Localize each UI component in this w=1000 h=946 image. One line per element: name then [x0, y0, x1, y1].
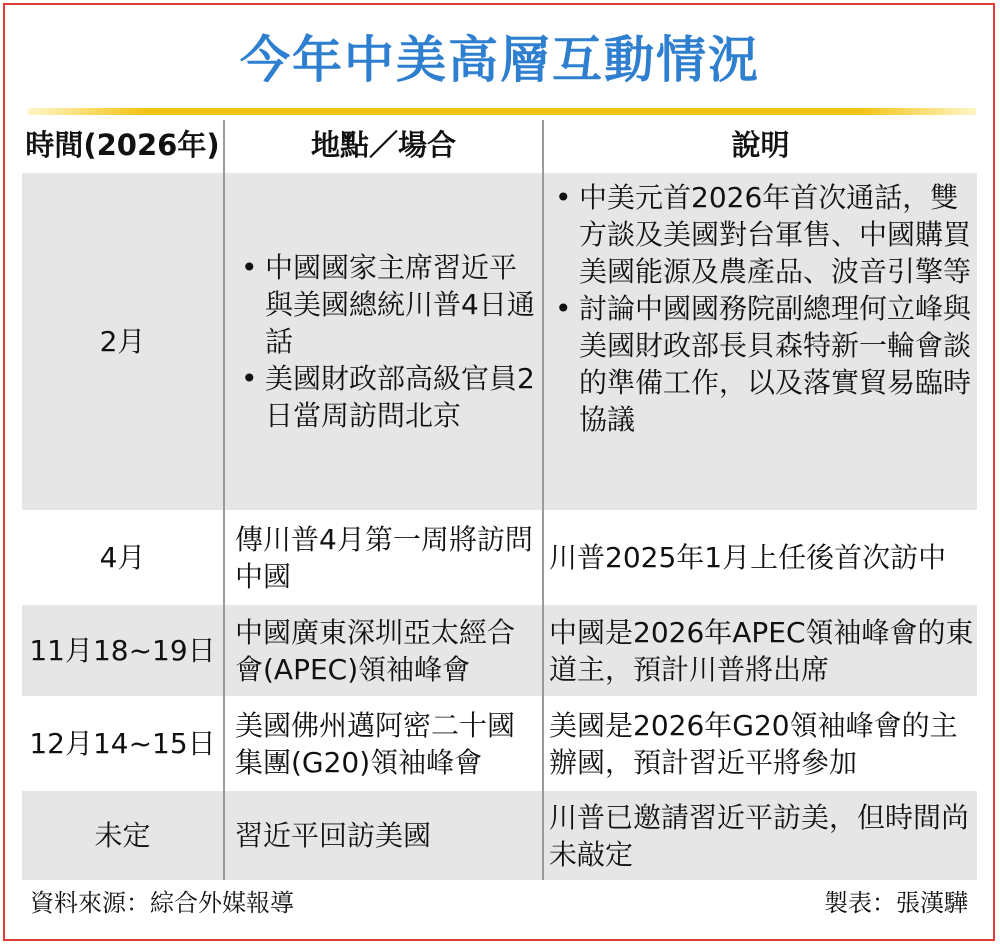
description-bullet-item: • 討論中國國務院副總理何立峰與美國財政部長貝森特新一輪會談的準備工作，以及落實貿易臨時協議 [549, 290, 977, 438]
row-place-text: 習近平回訪美國 [235, 819, 432, 852]
row-time: 4月 [99, 541, 146, 574]
column-divider [223, 120, 225, 880]
place-bullet-item: • 中國國家主席習近平與美國總統川普4日通話 [235, 249, 542, 360]
row-description [544, 173, 977, 510]
header-description: 說明 [731, 127, 790, 162]
place-bullet-list [235, 249, 542, 434]
row-time: 2月 [99, 325, 146, 358]
row-place-text: 中國廣東深圳亞太經合會(APEC)領袖峰會 [235, 615, 516, 686]
row-place [225, 512, 542, 603]
row-description-text: 中國是2026年APEC領袖峰會的東道主，預計川普將出席 [549, 615, 974, 686]
source-note: 資料來源：綜合外媒報導 [30, 889, 294, 917]
table-row [22, 512, 977, 603]
row-place [225, 698, 542, 789]
title-underline [28, 108, 976, 115]
column-divider [542, 120, 544, 880]
row-place [225, 173, 542, 510]
table-row [22, 173, 977, 510]
page-title: 今年中美高層互動情況 [240, 31, 760, 89]
header-place: 地點／場合 [310, 127, 456, 162]
row-description-text: 川普已邀請習近平訪美，但時間尚未敲定 [549, 800, 970, 871]
row-place [225, 605, 542, 696]
description-bullet-list [549, 179, 977, 438]
row-description-text: 美國是2026年G20領袖峰會的主辦國，預計習近平將參加 [549, 708, 958, 779]
credit-note: 製表：張漢驊 [824, 889, 968, 917]
row-description [544, 512, 977, 603]
row-time: 12月14~15日 [29, 727, 216, 760]
place-bullet-item: • 美國財政部高級官員2日當周訪問北京 [235, 360, 542, 434]
table-row [22, 605, 977, 696]
row-description [544, 605, 977, 696]
row-description [544, 698, 977, 789]
row-place-text: 傳川普4月第一周將訪問中國 [235, 522, 533, 593]
row-time: 未定 [94, 819, 151, 852]
row-time: 11月18~19日 [29, 634, 216, 667]
table-header-row [22, 120, 977, 170]
table-row [22, 698, 977, 789]
row-description [544, 791, 977, 880]
description-bullet-item: • 中美元首2026年首次通話，雙方談及美國對台軍售、中國購買美國能源及農產品、波音引擎等 [549, 179, 977, 290]
row-place-text: 美國佛州邁阿密二十國集團(G20)領袖峰會 [235, 708, 516, 779]
row-place [225, 791, 542, 880]
header-time: 時間(2026年) [25, 127, 220, 162]
table-row [22, 791, 977, 880]
row-description-text: 川普2025年1月上任後首次訪中 [549, 541, 947, 574]
